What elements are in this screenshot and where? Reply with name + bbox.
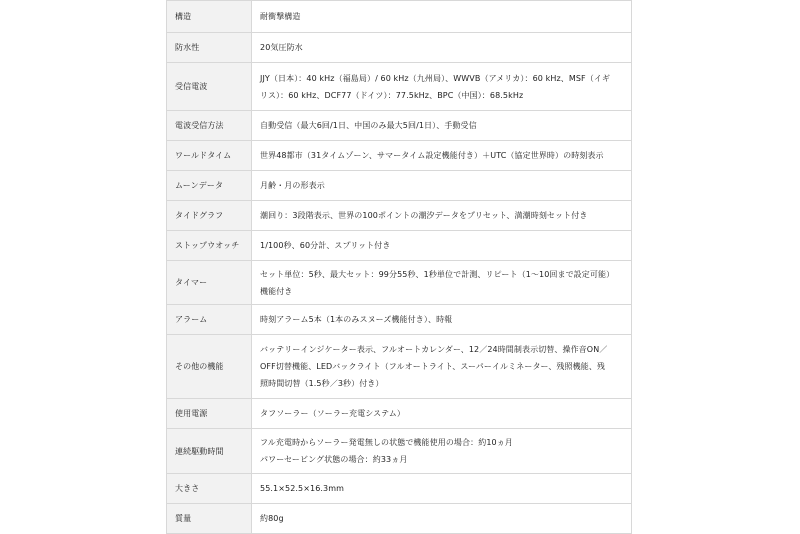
table-row [167,399,632,429]
table-row [167,335,632,399]
spec-table [166,0,632,534]
table-row [167,111,632,141]
spec-label: 大きさ [167,474,252,504]
table-row [167,504,632,534]
table-row [167,1,632,33]
spec-value: セット単位：5秒、最大セット：99分55秒、1秒単位で計測、リピート（1〜10回まで設定可能） 機能付き [252,261,632,305]
spec-value: 潮回り：3段階表示、世界の100ポイントの潮汐データをプリセット、満潮時刻セット付き [252,201,632,231]
table-row [167,33,632,63]
spec-value: 約80g [252,504,632,534]
spec-label: 連続駆動時間 [167,429,252,474]
spec-label: ストップウオッチ [167,231,252,261]
spec-value: フル充電時からソーラー発電無しの状態で機能使用の場合：約10ヵ月 パワーセービング状態の場合：約33ヵ月 [252,429,632,474]
spec-label: 質量 [167,504,252,534]
spec-value: 耐衝撃構造 [252,1,632,33]
spec-label: タイマー [167,261,252,305]
spec-value: バッテリーインジケーター表示、フルオートカレンダー、12／24時間制表示切替、操作音ON／ OFF切替機能、LEDバックライト（フルオートライト、スーパーイルミネーター、残照機能、残 照時間切替（1.5秒／3秒）付き） [252,335,632,399]
spec-label: 電波受信方法 [167,111,252,141]
spec-label: ワールドタイム [167,141,252,171]
spec-value: 世界48都市（31タイムゾーン、サマータイム設定機能付き）＋UTC（協定世界時）の時刻表示 [252,141,632,171]
table-row [167,171,632,201]
table-row [167,63,632,111]
spec-value: 20気圧防水 [252,33,632,63]
spec-label: ムーンデータ [167,171,252,201]
spec-value: 1/100秒、60分計、スプリット付き [252,231,632,261]
table-row [167,201,632,231]
spec-value: 月齢・月の形表示 [252,171,632,201]
table-row [167,261,632,305]
spec-label: その他の機能 [167,335,252,399]
table-row [167,429,632,474]
spec-value: 時刻アラーム5本（1本のみスヌーズ機能付き）、時報 [252,305,632,335]
spec-label: 防水性 [167,33,252,63]
table-row [167,231,632,261]
spec-value: 55.1×52.5×16.3mm [252,474,632,504]
table-row [167,474,632,504]
spec-label: 構造 [167,1,252,33]
spec-value: 自動受信（最大6回/1日、中国のみ最大5回/1日）、手動受信 [252,111,632,141]
spec-label: 受信電波 [167,63,252,111]
spec-value: タフソーラー（ソーラー充電システム） [252,399,632,429]
spec-label: 使用電源 [167,399,252,429]
spec-label: タイドグラフ [167,201,252,231]
table-row [167,305,632,335]
table-row [167,141,632,171]
spec-value: JJY（日本）：40 kHz（福島局）/ 60 kHz（九州局）、WWVB（アメリカ）：60 kHz、MSF（イギ リス）：60 kHz、DCF77（ドイツ）：77.5kHz、BPC（中国）：68.5kHz [252,63,632,111]
spec-label: アラーム [167,305,252,335]
